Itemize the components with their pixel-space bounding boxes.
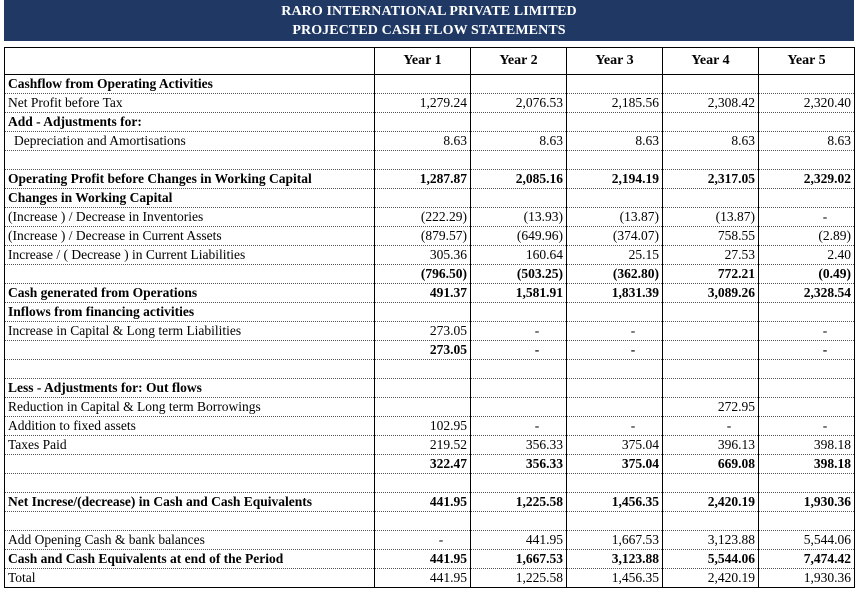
value-year-4: 272.95	[663, 398, 759, 417]
value-year-2: 1,225.58	[471, 569, 567, 588]
value-year-1: 102.95	[375, 417, 471, 436]
table-row-out-total	[5, 455, 855, 474]
value-year-4: 396.13	[663, 436, 759, 455]
value-year-1	[375, 151, 471, 170]
value-year-1	[375, 189, 471, 208]
table-row-inv	[5, 208, 855, 227]
value-year-4	[663, 379, 759, 398]
table-row-blank4	[5, 512, 855, 531]
value-year-3: 3,123.88	[567, 550, 663, 569]
value-year-4	[663, 303, 759, 322]
table-row-fin-head	[5, 303, 855, 322]
value-year-5: 2,328.54	[759, 284, 855, 303]
row-label: Operating Profit before Changes in Working Capital	[5, 170, 375, 189]
value-year-2: 160.64	[471, 246, 567, 265]
value-year-2: -	[471, 341, 567, 360]
value-year-2: 1,667.53	[471, 550, 567, 569]
value-year-5: (0.49)	[759, 265, 855, 284]
value-year-1: -	[375, 531, 471, 550]
row-label: Changes in Working Capital	[5, 189, 375, 208]
table-row-cgo	[5, 284, 855, 303]
value-year-1: 1,279.24	[375, 94, 471, 113]
table-row-blank2	[5, 360, 855, 379]
value-year-4: 27.53	[663, 246, 759, 265]
value-year-4: 3,123.88	[663, 531, 759, 550]
value-year-3: 2,185.56	[567, 94, 663, 113]
statement-title: PROJECTED CASH FLOW STATEMENTS	[292, 23, 566, 38]
value-year-1	[375, 75, 471, 94]
value-year-1	[375, 360, 471, 379]
row-label	[5, 474, 375, 493]
value-year-1: 273.05	[375, 341, 471, 360]
cash-flow-table	[4, 47, 855, 588]
value-year-4: 669.08	[663, 455, 759, 474]
value-year-4	[663, 360, 759, 379]
value-year-5: 2.40	[759, 246, 855, 265]
value-year-2: (13.93)	[471, 208, 567, 227]
value-year-2: -	[471, 322, 567, 341]
table-row-total	[5, 569, 855, 588]
value-year-5: 8.63	[759, 132, 855, 151]
value-year-2	[471, 474, 567, 493]
row-label: Total	[5, 569, 375, 588]
header-blank	[5, 48, 375, 75]
value-year-5	[759, 474, 855, 493]
table-row-fin-total	[5, 341, 855, 360]
row-label	[5, 151, 375, 170]
value-year-2	[471, 189, 567, 208]
value-year-5	[759, 75, 855, 94]
row-label	[5, 360, 375, 379]
table-row-opwc	[5, 170, 855, 189]
value-year-4: 2,308.42	[663, 94, 759, 113]
value-year-5	[759, 398, 855, 417]
row-label: Addition to fixed assets	[5, 417, 375, 436]
row-label: Reduction in Capital & Long term Borrowings	[5, 398, 375, 417]
value-year-1: (796.50)	[375, 265, 471, 284]
value-year-5: 398.18	[759, 436, 855, 455]
value-year-3: -	[567, 417, 663, 436]
value-year-5: (2.89)	[759, 227, 855, 246]
row-label	[5, 455, 375, 474]
value-year-4: -	[663, 417, 759, 436]
value-year-3: 8.63	[567, 132, 663, 151]
value-year-3	[567, 189, 663, 208]
table-row-cl	[5, 246, 855, 265]
value-year-2	[471, 151, 567, 170]
value-year-3: 25.15	[567, 246, 663, 265]
value-year-3: (13.87)	[567, 208, 663, 227]
row-label: Inflows from financing activities	[5, 303, 375, 322]
value-year-2: 2,085.16	[471, 170, 567, 189]
value-year-5: -	[759, 417, 855, 436]
value-year-2	[471, 512, 567, 531]
value-year-2	[471, 379, 567, 398]
row-label: Less - Adjustments for: Out flows	[5, 379, 375, 398]
value-year-3: -	[567, 322, 663, 341]
value-year-4	[663, 512, 759, 531]
value-year-1	[375, 303, 471, 322]
value-year-5: -	[759, 208, 855, 227]
value-year-2: -	[471, 417, 567, 436]
value-year-3	[567, 474, 663, 493]
value-year-1	[375, 474, 471, 493]
value-year-3	[567, 379, 663, 398]
value-year-4	[663, 341, 759, 360]
row-label: Net Profit before Tax	[5, 94, 375, 113]
table-row-wc-total	[5, 265, 855, 284]
company-name: RARO INTERNATIONAL PRIVATE LIMITED	[281, 4, 577, 19]
table-row-blank1	[5, 151, 855, 170]
value-year-4	[663, 189, 759, 208]
header-year-2: Year 2	[471, 48, 567, 75]
value-year-5: 1,930.36	[759, 569, 855, 588]
value-year-2	[471, 303, 567, 322]
value-year-2: 356.33	[471, 436, 567, 455]
value-year-2: 356.33	[471, 455, 567, 474]
row-label: Depreciation and Amortisations	[5, 132, 375, 151]
value-year-3: (362.80)	[567, 265, 663, 284]
report-title-banner	[4, 0, 854, 41]
value-year-4	[663, 113, 759, 132]
row-label: (Increase ) / Decrease in Inventories	[5, 208, 375, 227]
value-year-5: 7,474.42	[759, 550, 855, 569]
value-year-4: 758.55	[663, 227, 759, 246]
value-year-5	[759, 113, 855, 132]
row-label: Cash and Cash Equivalents at end of the Period	[5, 550, 375, 569]
value-year-1: 219.52	[375, 436, 471, 455]
value-year-2: 2,076.53	[471, 94, 567, 113]
value-year-5: 2,320.40	[759, 94, 855, 113]
column-header-row	[5, 48, 855, 75]
table-row-npbt	[5, 94, 855, 113]
value-year-3: 1,667.53	[567, 531, 663, 550]
value-year-3	[567, 360, 663, 379]
value-year-3: 1,456.35	[567, 569, 663, 588]
value-year-5: -	[759, 341, 855, 360]
value-year-2: 441.95	[471, 531, 567, 550]
value-year-3: 375.04	[567, 455, 663, 474]
table-row-open	[5, 531, 855, 550]
value-year-1: 441.95	[375, 569, 471, 588]
value-year-5: 5,544.06	[759, 531, 855, 550]
row-label: (Increase ) / Decrease in Current Assets	[5, 227, 375, 246]
value-year-4: (13.87)	[663, 208, 759, 227]
table-row-wc-head	[5, 189, 855, 208]
value-year-3	[567, 75, 663, 94]
value-year-2: (649.96)	[471, 227, 567, 246]
value-year-4	[663, 151, 759, 170]
row-label	[5, 341, 375, 360]
value-year-5: -	[759, 322, 855, 341]
value-year-4: 5,544.06	[663, 550, 759, 569]
value-year-5: 1,930.36	[759, 493, 855, 512]
table-row-red	[5, 398, 855, 417]
value-year-4	[663, 322, 759, 341]
row-label: Cashflow from Operating Activities	[5, 75, 375, 94]
row-label: Add Opening Cash & bank balances	[5, 531, 375, 550]
value-year-3	[567, 113, 663, 132]
value-year-5	[759, 303, 855, 322]
value-year-1	[375, 398, 471, 417]
row-label: Taxes Paid	[5, 436, 375, 455]
value-year-1	[375, 512, 471, 531]
table-row-dep	[5, 132, 855, 151]
value-year-3	[567, 398, 663, 417]
value-year-4: 772.21	[663, 265, 759, 284]
value-year-2: 1,225.58	[471, 493, 567, 512]
header-year-3: Year 3	[567, 48, 663, 75]
header-year-5: Year 5	[759, 48, 855, 75]
value-year-1: 305.36	[375, 246, 471, 265]
value-year-4: 2,317.05	[663, 170, 759, 189]
value-year-3: 375.04	[567, 436, 663, 455]
value-year-2	[471, 75, 567, 94]
value-year-3: 1,456.35	[567, 493, 663, 512]
value-year-1: 441.95	[375, 550, 471, 569]
value-year-4	[663, 474, 759, 493]
table-row-net	[5, 493, 855, 512]
row-label: Cash generated from Operations	[5, 284, 375, 303]
value-year-2	[471, 360, 567, 379]
table-row-close	[5, 550, 855, 569]
row-label: Net Increse/(decrease) in Cash and Cash Equivalents	[5, 493, 375, 512]
value-year-4: 3,089.26	[663, 284, 759, 303]
row-label: Increase / ( Decrease ) in Current Liabilities	[5, 246, 375, 265]
value-year-1: 322.47	[375, 455, 471, 474]
header-year-1: Year 1	[375, 48, 471, 75]
value-year-1	[375, 379, 471, 398]
value-year-5	[759, 151, 855, 170]
table-row-adj-head	[5, 113, 855, 132]
value-year-5	[759, 189, 855, 208]
value-year-3: (374.07)	[567, 227, 663, 246]
row-label	[5, 512, 375, 531]
value-year-4: 2,420.19	[663, 493, 759, 512]
table-row-ca	[5, 227, 855, 246]
value-year-3: -	[567, 341, 663, 360]
value-year-5	[759, 379, 855, 398]
value-year-1: 273.05	[375, 322, 471, 341]
value-year-1: (222.29)	[375, 208, 471, 227]
value-year-5: 2,329.02	[759, 170, 855, 189]
value-year-3	[567, 151, 663, 170]
value-year-1: (879.57)	[375, 227, 471, 246]
table-row-ops-head	[5, 75, 855, 94]
value-year-1: 441.95	[375, 493, 471, 512]
value-year-3	[567, 512, 663, 531]
value-year-1	[375, 113, 471, 132]
value-year-4	[663, 75, 759, 94]
value-year-1: 1,287.87	[375, 170, 471, 189]
value-year-5	[759, 512, 855, 531]
value-year-4: 8.63	[663, 132, 759, 151]
table-row-cap	[5, 322, 855, 341]
value-year-1: 8.63	[375, 132, 471, 151]
value-year-5	[759, 360, 855, 379]
value-year-2: 1,581.91	[471, 284, 567, 303]
table-row-blank3	[5, 474, 855, 493]
value-year-2	[471, 398, 567, 417]
header-year-4: Year 4	[663, 48, 759, 75]
value-year-3	[567, 303, 663, 322]
value-year-5: 398.18	[759, 455, 855, 474]
value-year-3: 1,831.39	[567, 284, 663, 303]
value-year-4: 2,420.19	[663, 569, 759, 588]
value-year-3: 2,194.19	[567, 170, 663, 189]
value-year-2	[471, 113, 567, 132]
table-row-out-head	[5, 379, 855, 398]
value-year-1: 491.37	[375, 284, 471, 303]
table-row-tax	[5, 436, 855, 455]
table-row-fa	[5, 417, 855, 436]
row-label	[5, 265, 375, 284]
row-label: Increase in Capital & Long term Liabilities	[5, 322, 375, 341]
value-year-2: 8.63	[471, 132, 567, 151]
row-label: Add - Adjustments for:	[5, 113, 375, 132]
value-year-2: (503.25)	[471, 265, 567, 284]
